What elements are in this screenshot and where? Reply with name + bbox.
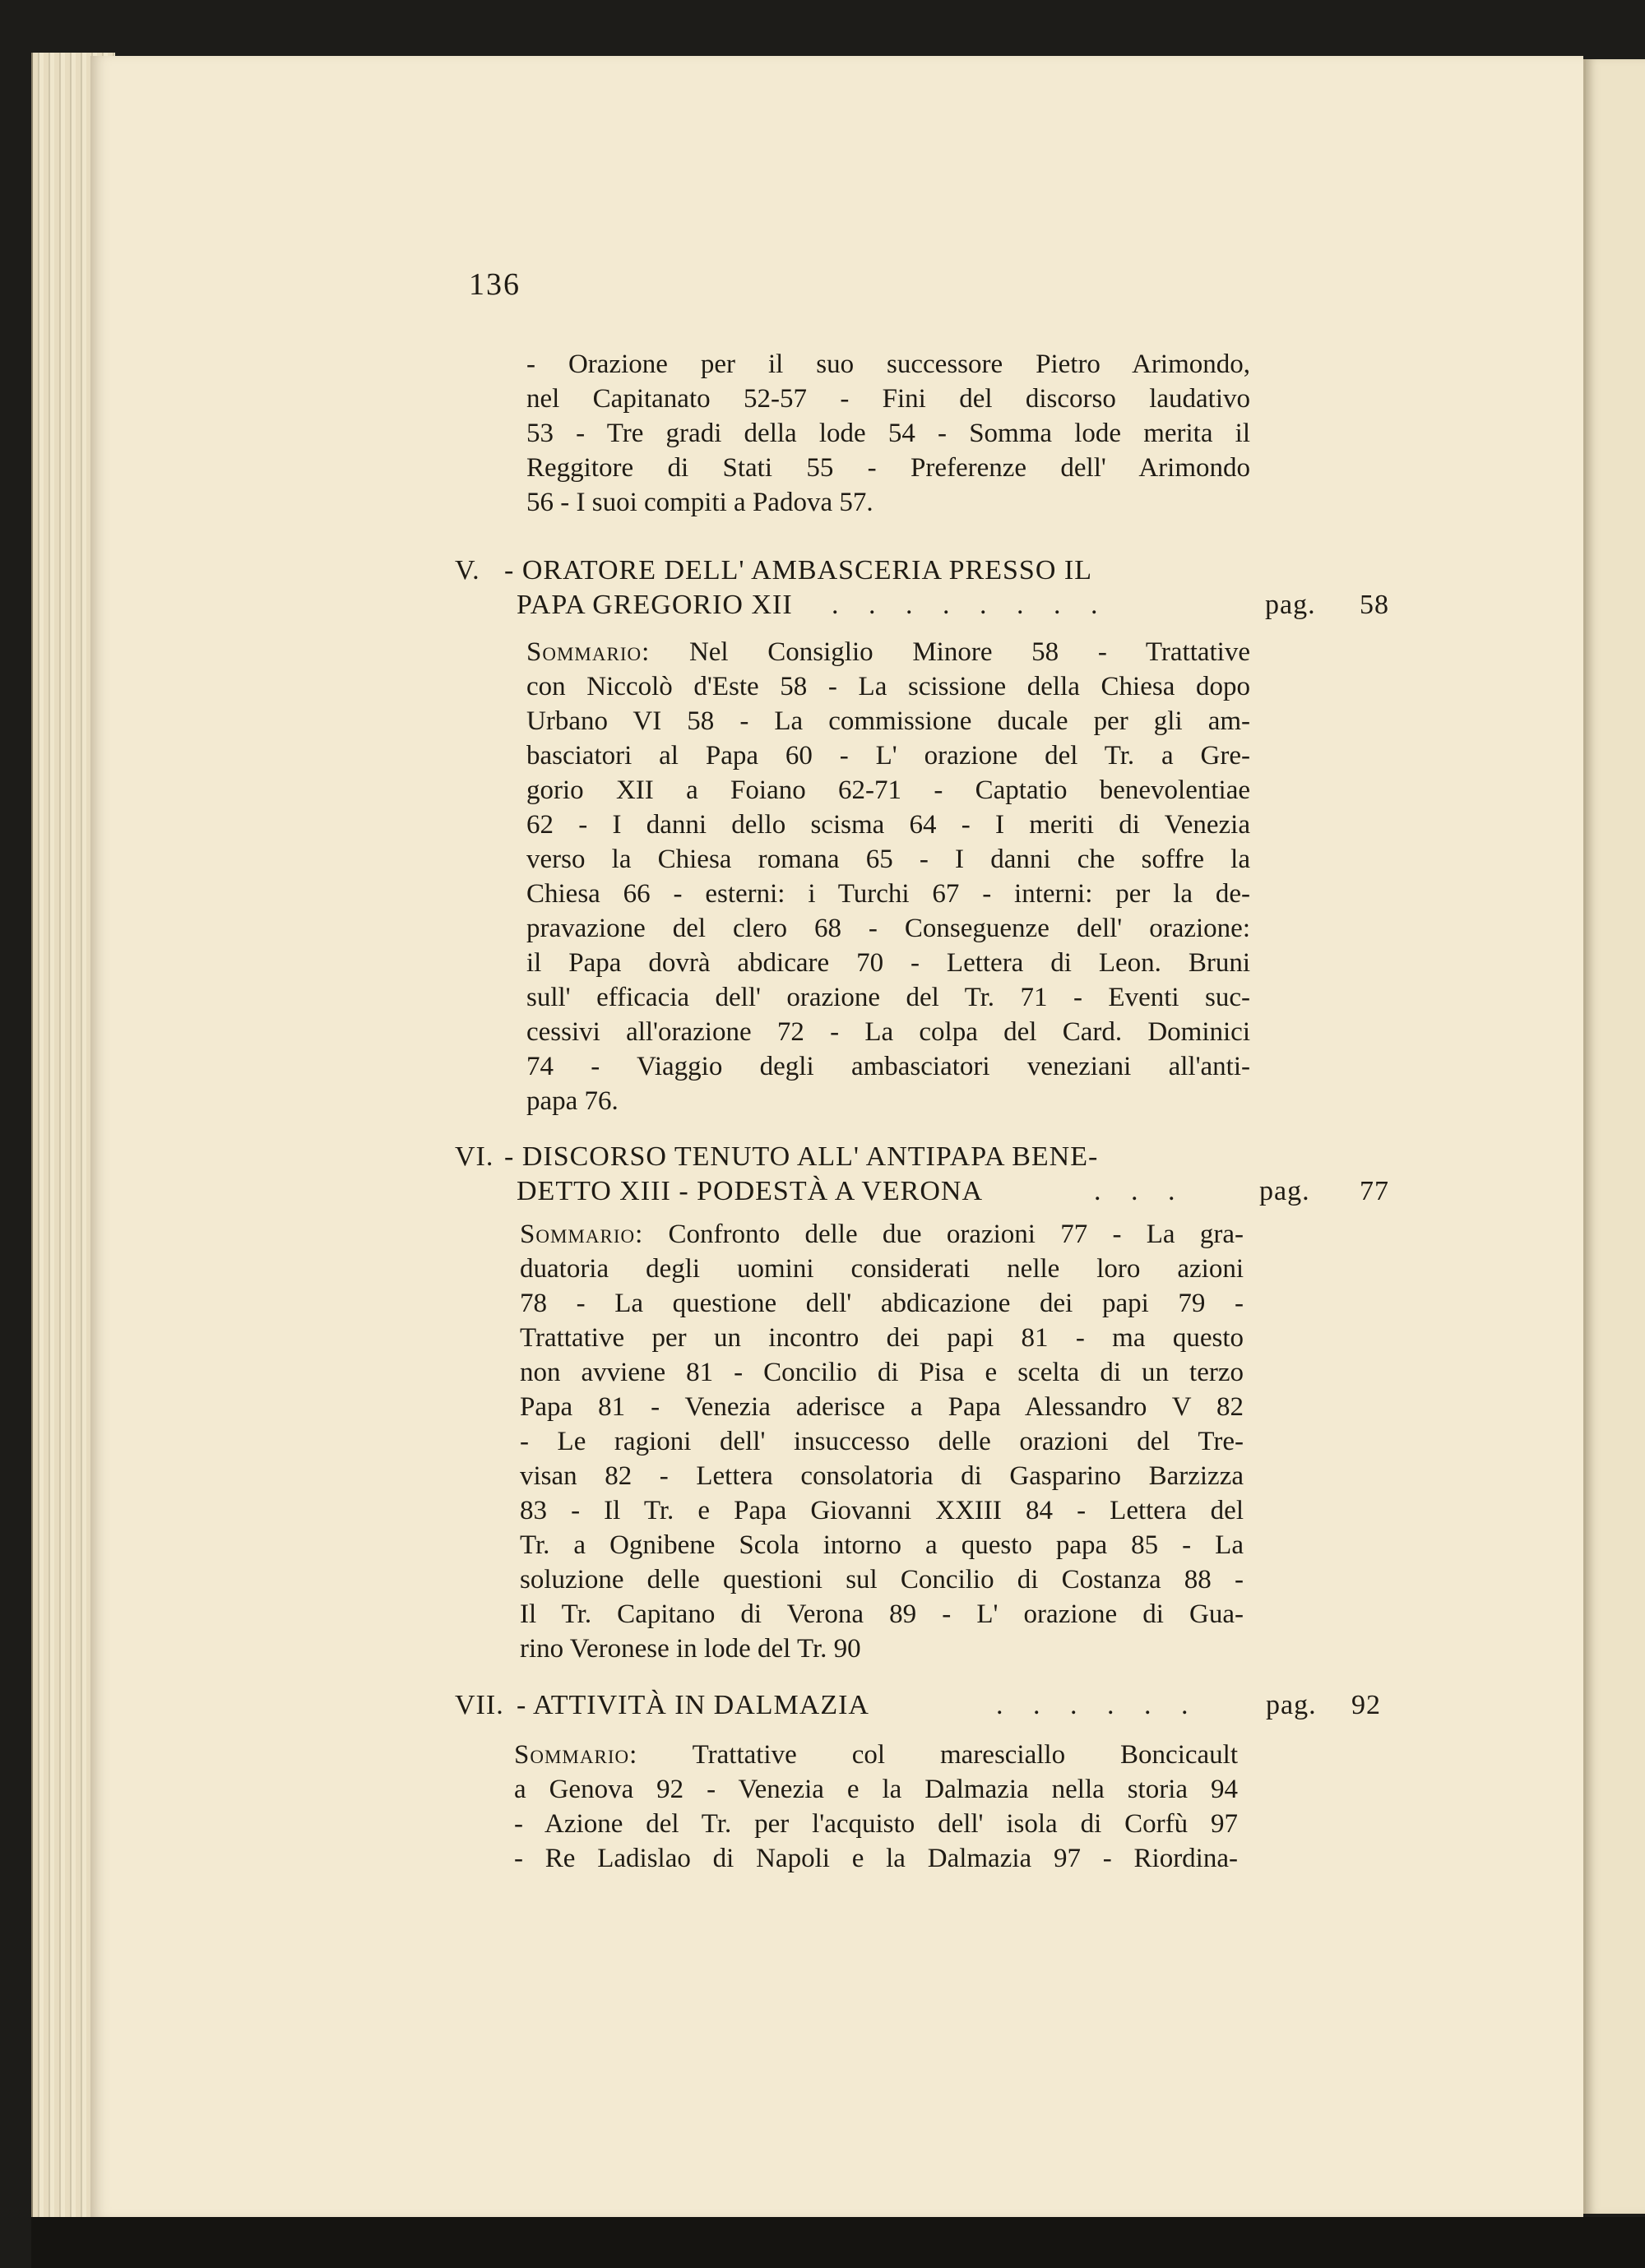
text-line: Trattative per un incontro dei papi 81 - ma questo [520, 1323, 1244, 1353]
text-line: pravazione del clero 68 - Conseguenze dell' orazione: [526, 914, 1250, 943]
section-title: - ATTIVITÀ IN DALMAZIA [517, 1690, 869, 1720]
summary-text: Nel Consiglio Minore 58 - Trattative [688, 637, 1250, 667]
page-reference: 77 [1360, 1176, 1389, 1206]
section-title: - DISCORSO TENUTO ALL' ANTIPAPA BENE- [504, 1141, 1099, 1172]
text-line [514, 1738, 1238, 1772]
text-line: il Papa dovrà abdicare 70 - Lettera di Leon. Bruni [526, 948, 1250, 978]
section-numeral: V. [455, 555, 480, 586]
sommario-label: Sommario: [520, 1220, 644, 1249]
text-line: gorio XII a Foiano 62-71 - Captatio benevolentiae [526, 775, 1250, 805]
summary-text: Trattative col maresciallo Boncicault [692, 1740, 1239, 1770]
scan-background [31, 2217, 1645, 2268]
section-title: PAPA GREGORIO XII [517, 590, 793, 620]
summary-v [526, 635, 1250, 1118]
text-line: nel Capitanato 52-57 - Fini del discorso laudativo [526, 384, 1250, 414]
text-line: 74 - Viaggio degli ambasciatori veneziani all'anti- [526, 1052, 1250, 1081]
leader-dots: . . . [1094, 1176, 1187, 1206]
summary-vii [514, 1738, 1238, 1876]
text-line: Urbano VI 58 - La commissione ducale per gli am- [526, 706, 1250, 736]
text-line: verso la Chiesa romana 65 - I danni che soffre la [526, 845, 1250, 874]
page-number: 136 [469, 267, 521, 302]
facing-page-edge [1583, 59, 1645, 2214]
section-numeral: VII. [455, 1690, 504, 1720]
summary-vi [520, 1217, 1244, 1666]
text-line: 56 - I suoi compiti a Padova 57. [526, 488, 873, 517]
text-line: 83 - Il Tr. e Papa Giovanni XXIII 84 - Lettera del [520, 1496, 1244, 1525]
text-line: Papa 81 - Venezia aderisce a Papa Alessandro V 82 [520, 1392, 1244, 1422]
section-numeral: VI. [455, 1141, 494, 1172]
text-line: basciatori al Papa 60 - L' orazione del Tr. a Gre- [526, 741, 1250, 771]
leader-dots: . . . . . . [996, 1690, 1200, 1720]
page-reference: 58 [1360, 590, 1389, 620]
section-heading-v [455, 553, 1401, 623]
text-line: soluzione delle questioni sul Concilio di Costanza 88 - [520, 1565, 1244, 1595]
text-line: con Niccolò d'Este 58 - La scissione della Chiesa dopo [526, 672, 1250, 701]
text-line: papa 76. [526, 1086, 619, 1116]
text-line [526, 635, 1250, 669]
page-reference: 92 [1351, 1690, 1381, 1720]
text-line: cessivi all'orazione 72 - La colpa del Card. Dominici [526, 1017, 1250, 1047]
text-line: - Le ragioni dell' insuccesso delle orazioni del Tre- [520, 1427, 1244, 1456]
text-line: - Re Ladislao di Napoli e la Dalmazia 97 - Riordina- [514, 1844, 1238, 1873]
text-line: Reggitore di Stati 55 - Preferenze dell' Arimondo [526, 453, 1250, 483]
text-line: a Genova 92 - Venezia e la Dalmazia nella storia 94 [514, 1775, 1238, 1804]
section-heading-vi [455, 1140, 1401, 1209]
text-line: sull' efficacia dell' orazione del Tr. 71 - Eventi suc- [526, 983, 1250, 1012]
text-line: - Orazione per il suo successore Pietro Arimondo, [526, 349, 1250, 379]
summary-text: Confronto delle due orazioni 77 - La gra- [668, 1220, 1244, 1249]
text-line [520, 1217, 1244, 1252]
text-line: visan 82 - Lettera consolatoria di Gasparino Barzizza [520, 1461, 1244, 1491]
pag-label: pag. [1266, 1690, 1317, 1720]
pag-label: pag. [1265, 590, 1316, 620]
text-line: non avviene 81 - Concilio di Pisa e scelta di un terzo [520, 1358, 1244, 1387]
text-line: 62 - I danni dello scisma 64 - I meriti di Venezia [526, 810, 1250, 840]
text-line: Il Tr. Capitano di Verona 89 - L' orazione di Gua- [520, 1599, 1244, 1629]
sommario-label: Sommario: [526, 637, 651, 667]
text-line: rino Veronese in lode del Tr. 90 [520, 1634, 861, 1664]
text-line: 53 - Tre gradi della lode 54 - Somma lode merita il [526, 419, 1250, 448]
leader-dots: . . . . . . . . [832, 590, 1110, 620]
section-title: DETTO XIII - PODESTÀ A VERONA [517, 1176, 984, 1206]
section-title: - ORATORE DELL' AMBASCERIA PRESSO IL [504, 555, 1092, 586]
text-line: 78 - La questione dell' abdicazione dei papi 79 - [520, 1289, 1244, 1318]
section-heading-vii [455, 1688, 1401, 1723]
text-line: - Azione del Tr. per l'acquisto dell' isola di Corfù 97 [514, 1809, 1238, 1839]
text-line: Chiesa 66 - esterni: i Turchi 67 - interni: per la de- [526, 879, 1250, 909]
pag-label: pag. [1259, 1176, 1310, 1206]
sommario-label: Sommario: [514, 1740, 638, 1770]
text-line: duatoria degli uomini considerati nelle loro azioni [520, 1254, 1244, 1284]
intro-paragraph [526, 347, 1250, 520]
text-line: Tr. a Ognibene Scola intorno a questo papa 85 - La [520, 1530, 1244, 1560]
